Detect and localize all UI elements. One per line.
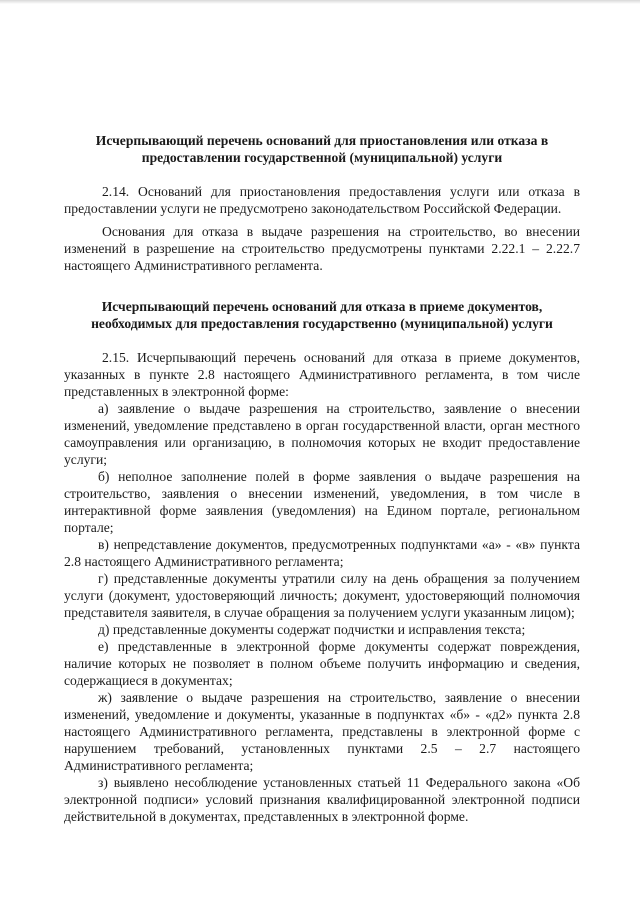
scan-edge-shadow (0, 0, 640, 4)
list-item-z: з) выявлено несоблюдение установленных статьей 11 Федерального закона «Об электронной подписи» условий признания квалифицированной электронной подписи действительной в документах, представленных в электронной форме. (64, 775, 580, 824)
section-heading: Исчерпывающий перечень оснований для отказа в приеме документов, необходимых для предоставления государственно (муниципальной) услуги (91, 299, 553, 331)
list-item-e: е) представленные в электронной форме документы содержат повреждения, наличие которых не позволяет в полном объеме получить информацию и сведения, содержащиеся в документах; (64, 639, 580, 688)
section-document-rejection (64, 298, 580, 825)
section-suspension-refusal (64, 132, 580, 274)
paragraph-2-14: 2.14. Оснований для приостановления предоставления услуги или отказа в предоставлении услуги не предусмотрено законодательством Российской Федерации. (64, 184, 580, 216)
section-heading: Исчерпывающий перечень оснований для приостановления или отказа в предоставлении государственной (муниципальной) услуги (95, 133, 549, 165)
list-item-g: г) представленные документы утратили силу на день обращения за получением услуги (документ, удостоверяющий личность; документ, удостоверяющий полномочия представителя заявителя, в случае обращения за получением услуги указанным лицом); (64, 571, 580, 620)
list-item-a: а) заявление о выдаче разрешения на строительство, заявление о внесении изменений, уведомление представлено в орган государственной власти, орган местного самоуправления или организацию, в полномочия которых не входит предоставление услуги; (64, 401, 580, 467)
list-item-d: д) представленные документы содержат подчистки и исправления текста; (98, 622, 526, 637)
paragraph-refusal-grounds: Основания для отказа в выдаче разрешения на строительство, во внесении изменений в разрешение на строительство предусмотрены пунктами 2.22.1 – 2.22.7 настоящего Административного регламента. (64, 224, 580, 273)
paragraph-2-15: 2.15. Исчерпывающий перечень оснований для отказа в приеме документов, указанных в пункте 2.8 настоящего Административного регламента, в том числе представленных в электронной форме: (64, 350, 580, 399)
list-item-zh: ж) заявление о выдаче разрешения на строительство, заявление о внесении изменений, уведомление и документы, указанные в подпунктах «б» - «д2» пункта 2.8 настоящего Административного регламента, представлены в электронной форме с нарушением требований, установленных пунктами 2.5 – 2.7 настоящего Административного регламента; (64, 690, 580, 773)
list-item-v: в) непредставление документов, предусмотренных подпунктами «а» - «в» пункта 2.8 настоящего Административного регламента; (64, 537, 580, 569)
list-item-b: б) неполное заполнение полей в форме заявления о выдаче разрешения на строительство, заявления о внесении изменений, уведомления, в том числе в интерактивной форме заявления (уведомления) на Едином портале, региональном портале; (64, 469, 580, 535)
